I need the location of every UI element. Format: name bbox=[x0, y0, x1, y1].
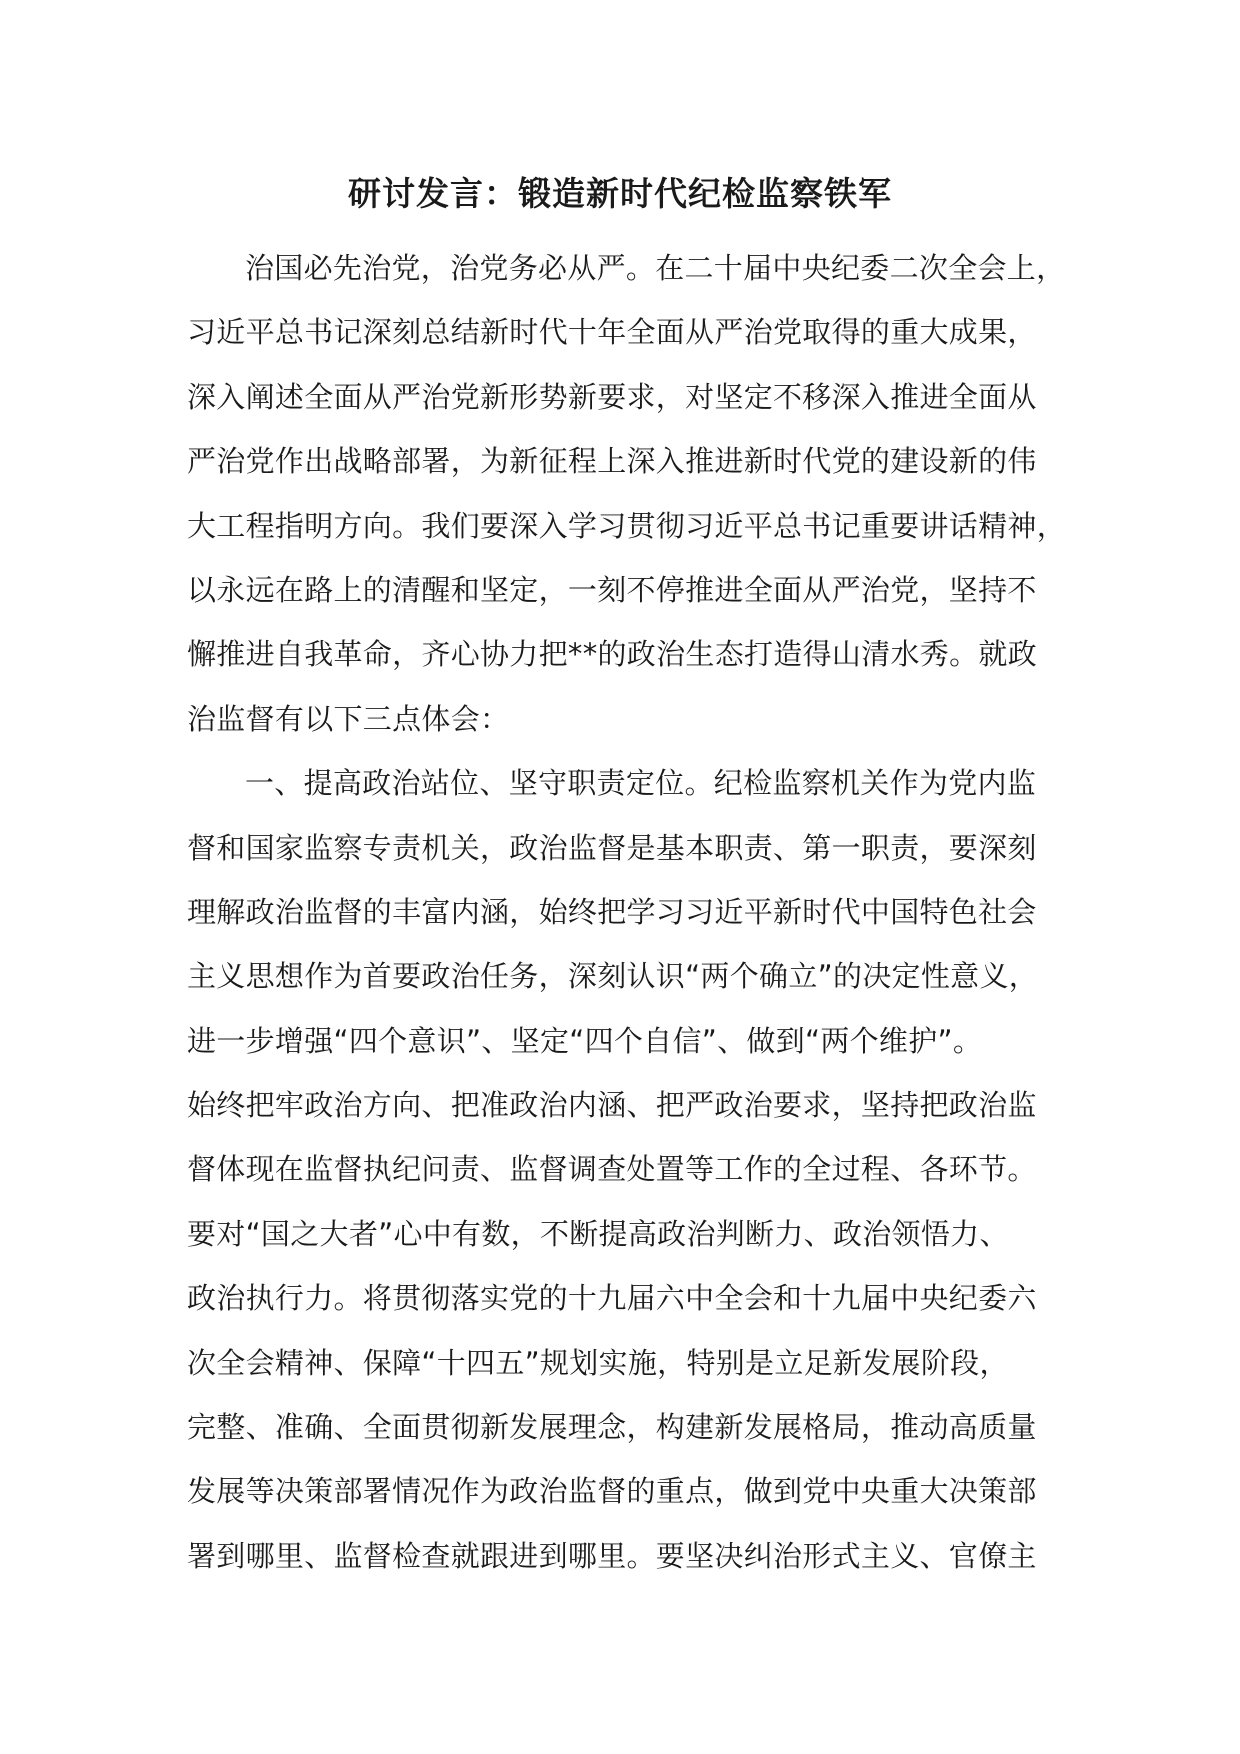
paragraph-intro bbox=[187, 236, 1077, 751]
text-line: 次全会精神、保障“十四五”规划实施，特别是立足新发展阶段， bbox=[187, 1345, 1009, 1380]
text-line: 进一步增强“四个意识”、坚定“四个自信”、做到“两个维护”。 bbox=[187, 1023, 983, 1058]
text-line: 发展等决策部署情况作为政治监督的重点，做到党中央重大决策部 bbox=[187, 1474, 1037, 1509]
text-line: 完整、准确、全面贯彻新发展理念，构建新发展格局，推动高质量 bbox=[187, 1410, 1037, 1445]
document-title: 研讨发言：锻造新时代纪检监察铁军 bbox=[348, 174, 892, 213]
text-line: 治国必先治党，治党务必从严。在二十届中央纪委二次全会上， bbox=[245, 251, 1066, 285]
text-line: 督体现在监督执纪问责、监督调查处置等工作的全过程、各环节。 bbox=[187, 1152, 1037, 1187]
document-body bbox=[187, 236, 1077, 1588]
text-line: 习近平总书记深刻总结新时代十年全面从严治党取得的重大成果， bbox=[187, 315, 1037, 350]
text-line: 政治执行力。将贯彻落实党的十九届六中全会和十九届中央纪委六 bbox=[187, 1281, 1037, 1316]
text-line: 严治党作出战略部署，为新征程上深入推进新时代党的建设新的伟 bbox=[187, 444, 1037, 479]
text-line: 深入阐述全面从严治党新形势新要求，对坚定不移深入推进全面从 bbox=[187, 379, 1037, 414]
text-line: 治监督有以下三点体会： bbox=[187, 701, 510, 736]
text-line: 以永远在路上的清醒和坚定，一刻不停推进全面从严治党，坚持不 bbox=[187, 572, 1037, 607]
paragraph-point-one bbox=[187, 751, 1077, 1588]
text-line: 督和国家监察专责机关，政治监督是基本职责、第一职责，要深刻 bbox=[187, 830, 1037, 865]
text-line: 懈推进自我革命，齐心协力把**的政治生态打造得山清水秀。就政 bbox=[187, 637, 1038, 672]
text-line: 大工程指明方向。我们要深入学习贯彻习近平总书记重要讲话精神， bbox=[187, 508, 1067, 543]
text-line: 署到哪里、监督检查就跟进到哪里。要坚决纠治形式主义、官僚主 bbox=[187, 1538, 1037, 1573]
text-line: 始终把牢政治方向、把准政治内涵、把严政治要求，坚持把政治监 bbox=[187, 1088, 1037, 1123]
text-line: 主义思想作为首要政治任务，深刻认识“两个确立”的决定性意义， bbox=[187, 959, 1039, 994]
text-line: 一、提高政治站位、坚守职责定位。纪检监察机关作为党内监 bbox=[245, 766, 1037, 801]
text-line: 要对“国之大者”心中有数，不断提高政治判断力、政治领悟力、 bbox=[187, 1216, 1009, 1251]
text-line: 理解政治监督的丰富内涵，始终把学习习近平新时代中国特色社会 bbox=[187, 894, 1037, 929]
